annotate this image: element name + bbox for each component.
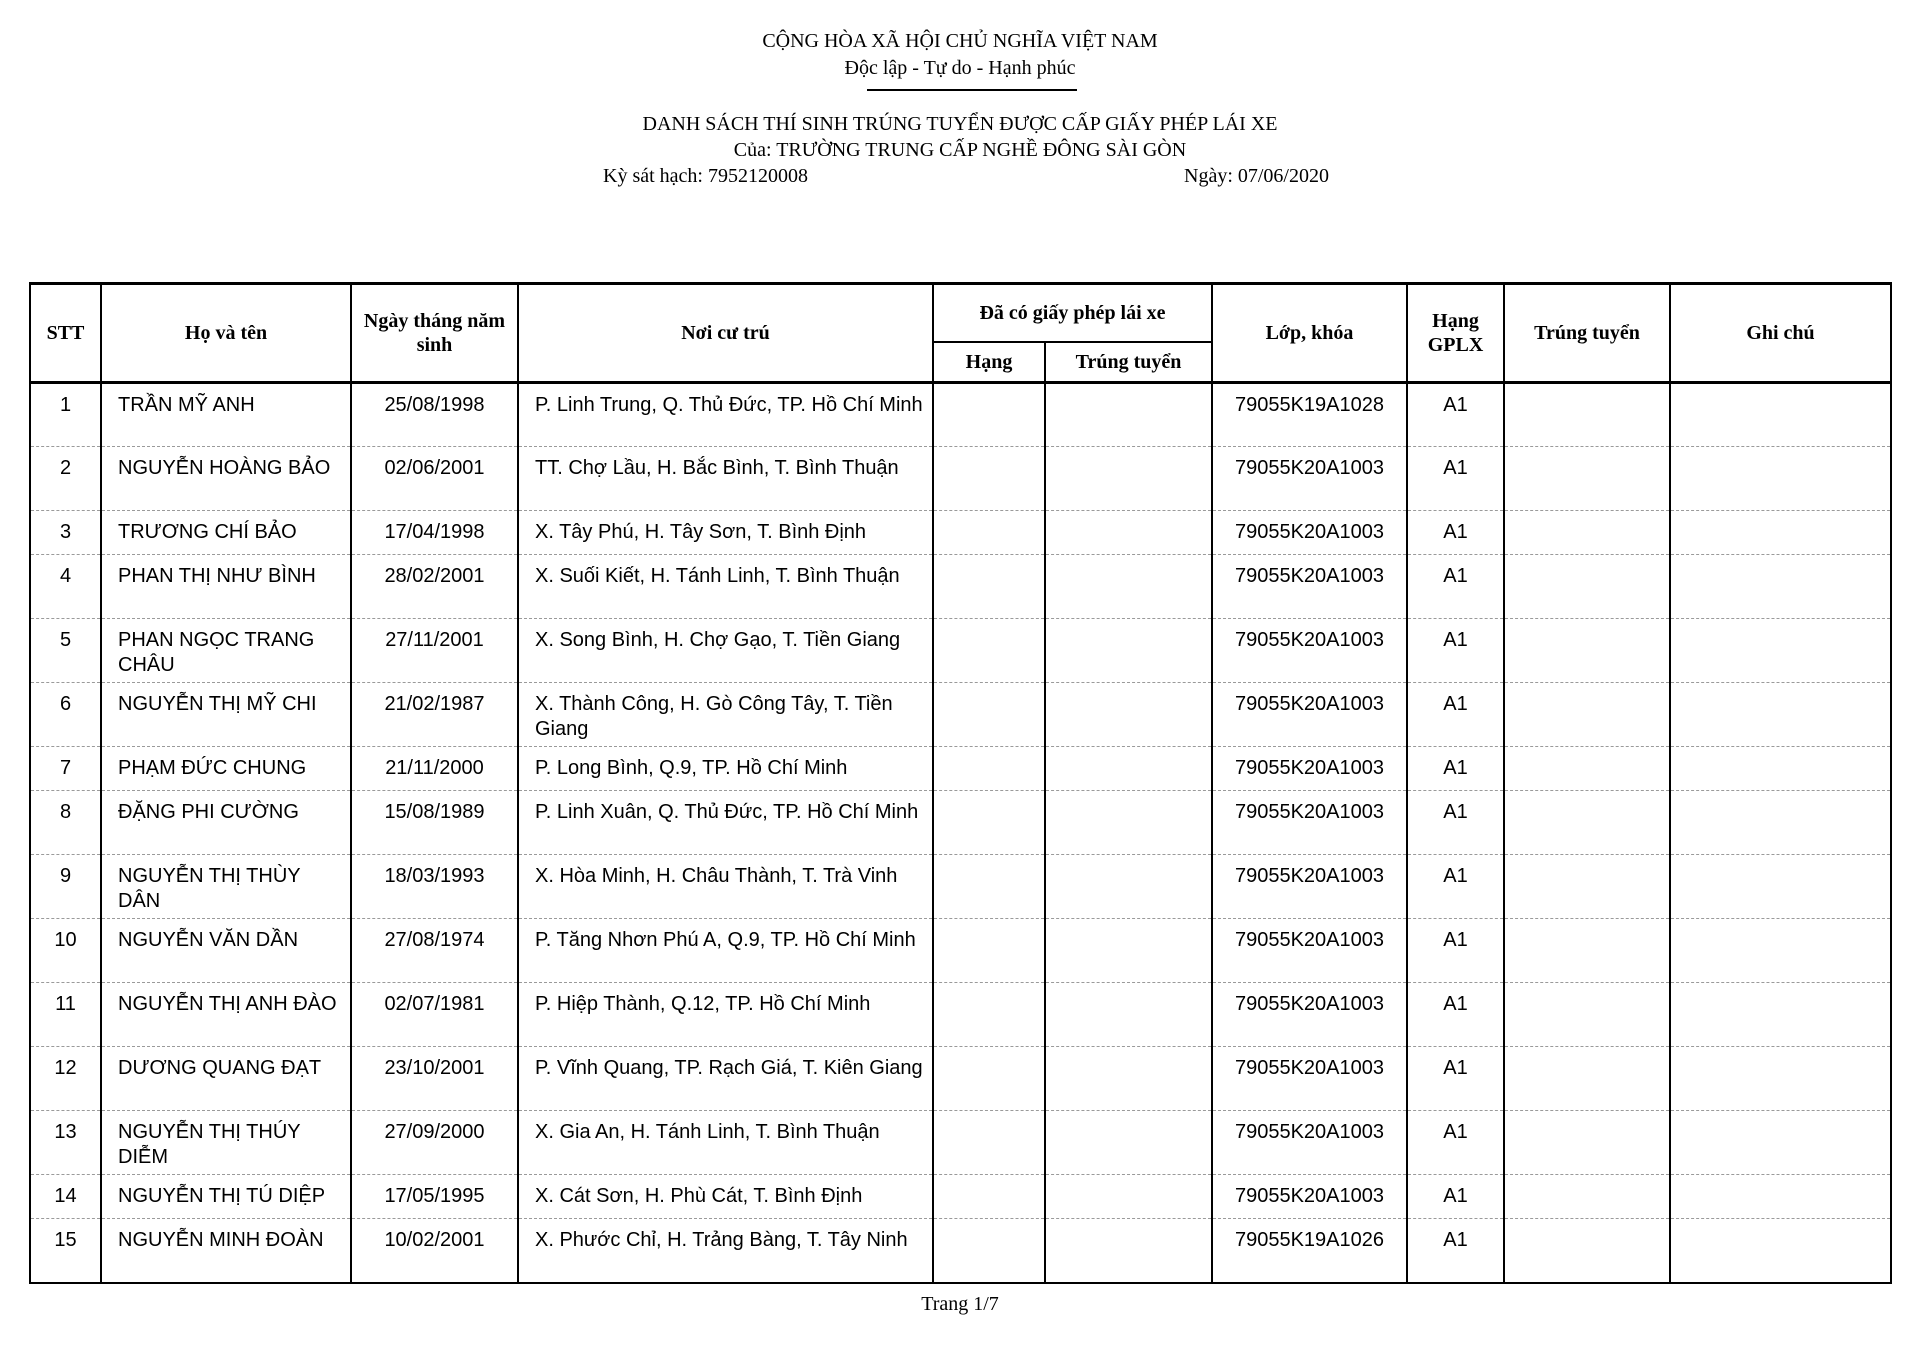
motto-underline	[867, 89, 1077, 91]
cell-existing-passed	[1045, 983, 1212, 1047]
cell-dob: 27/08/1974	[351, 919, 518, 983]
cell-address: X. Cát Sơn, H. Phù Cát, T. Bình Định	[518, 1175, 933, 1219]
cell-stt: 1	[30, 383, 101, 447]
cell-existing-class	[933, 683, 1045, 747]
cell-license-class: A1	[1407, 383, 1504, 447]
cell-class-course: 79055K19A1026	[1212, 1219, 1407, 1283]
cell-existing-passed	[1045, 1219, 1212, 1283]
cell-existing-passed	[1045, 619, 1212, 683]
cell-existing-class	[933, 1111, 1045, 1175]
cell-stt: 11	[30, 983, 101, 1047]
cell-dob: 23/10/2001	[351, 1047, 518, 1111]
cell-passed	[1504, 747, 1670, 791]
cell-passed	[1504, 683, 1670, 747]
cell-notes	[1670, 683, 1891, 747]
cell-class-course: 79055K20A1003	[1212, 747, 1407, 791]
cell-address: P. Vĩnh Quang, TP. Rạch Giá, T. Kiên Giang	[518, 1047, 933, 1111]
cell-name: NGUYỄN THỊ THÚY DIỄM	[101, 1111, 351, 1175]
cell-existing-passed	[1045, 747, 1212, 791]
cell-existing-class	[933, 747, 1045, 791]
cell-class-course: 79055K20A1003	[1212, 511, 1407, 555]
cell-stt: 5	[30, 619, 101, 683]
column-header-class-course: Lớp, khóa	[1212, 284, 1407, 383]
cell-license-class: A1	[1407, 747, 1504, 791]
cell-passed	[1504, 1175, 1670, 1219]
cell-passed	[1504, 855, 1670, 919]
cell-existing-class	[933, 919, 1045, 983]
cell-notes	[1670, 447, 1891, 511]
exam-session: Kỳ sát hạch: 7952120008	[603, 165, 808, 187]
cell-stt: 10	[30, 919, 101, 983]
cell-existing-class	[933, 383, 1045, 447]
cell-passed	[1504, 1111, 1670, 1175]
cell-stt: 15	[30, 1219, 101, 1283]
cell-name: PHAN THỊ NHƯ BÌNH	[101, 555, 351, 619]
cell-existing-class	[933, 1219, 1045, 1283]
column-header-existing-class: Hạng	[933, 342, 1045, 383]
cell-existing-class	[933, 791, 1045, 855]
cell-license-class: A1	[1407, 983, 1504, 1047]
cell-notes	[1670, 983, 1891, 1047]
cell-dob: 15/08/1989	[351, 791, 518, 855]
cell-dob: 10/02/2001	[351, 1219, 518, 1283]
cell-name: NGUYỄN THỊ MỸ CHI	[101, 683, 351, 747]
cell-address: X. Gia An, H. Tánh Linh, T. Bình Thuận	[518, 1111, 933, 1175]
column-header-stt: STT	[30, 284, 101, 383]
cell-license-class: A1	[1407, 1111, 1504, 1175]
cell-dob: 27/09/2000	[351, 1111, 518, 1175]
cell-name: PHẠM ĐỨC CHUNG	[101, 747, 351, 791]
cell-stt: 7	[30, 747, 101, 791]
cell-dob: 02/07/1981	[351, 983, 518, 1047]
cell-passed	[1504, 1047, 1670, 1111]
cell-passed	[1504, 383, 1670, 447]
cell-name: TRẦN MỸ ANH	[101, 383, 351, 447]
column-header-existing-passed: Trúng tuyển	[1045, 342, 1212, 383]
cell-existing-passed	[1045, 447, 1212, 511]
cell-stt: 2	[30, 447, 101, 511]
table-row	[30, 511, 1891, 555]
cell-passed	[1504, 983, 1670, 1047]
column-header-address: Nơi cư trú	[518, 284, 933, 383]
cell-address: TT. Chợ Lầu, H. Bắc Bình, T. Bình Thuận	[518, 447, 933, 511]
cell-existing-passed	[1045, 683, 1212, 747]
cell-passed	[1504, 447, 1670, 511]
table-row	[30, 1219, 1891, 1283]
cell-notes	[1670, 855, 1891, 919]
cell-dob: 02/06/2001	[351, 447, 518, 511]
cell-existing-class	[933, 855, 1045, 919]
cell-dob: 17/05/1995	[351, 1175, 518, 1219]
cell-dob: 27/11/2001	[351, 619, 518, 683]
cell-passed	[1504, 619, 1670, 683]
exam-date: Ngày: 07/06/2020	[1184, 165, 1329, 187]
cell-notes	[1670, 747, 1891, 791]
cell-existing-class	[933, 1175, 1045, 1219]
table-row	[30, 619, 1891, 683]
cell-name: NGUYỄN VĂN DẦN	[101, 919, 351, 983]
cell-notes	[1670, 383, 1891, 447]
page-number: Trang 1/7	[921, 1293, 999, 1315]
cell-dob: 17/04/1998	[351, 511, 518, 555]
cell-stt: 8	[30, 791, 101, 855]
document-title: DANH SÁCH THÍ SINH TRÚNG TUYỂN ĐƯỢC CẤP GIẤY PHÉP LÁI XE	[642, 113, 1278, 135]
cell-class-course: 79055K20A1003	[1212, 1175, 1407, 1219]
cell-existing-passed	[1045, 1175, 1212, 1219]
organization-name: Của: TRƯỜNG TRUNG CẤP NGHỀ ĐÔNG SÀI GÒN	[733, 139, 1187, 161]
cell-class-course: 79055K20A1003	[1212, 1111, 1407, 1175]
cell-address: X. Hòa Minh, H. Châu Thành, T. Trà Vinh	[518, 855, 933, 919]
cell-notes	[1670, 1219, 1891, 1283]
cell-existing-passed	[1045, 555, 1212, 619]
cell-class-course: 79055K20A1003	[1212, 619, 1407, 683]
cell-existing-class	[933, 983, 1045, 1047]
cell-address: X. Thành Công, H. Gò Công Tây, T. Tiền Giang	[518, 683, 933, 747]
cell-address: P. Linh Xuân, Q. Thủ Đức, TP. Hồ Chí Minh	[518, 791, 933, 855]
cell-class-course: 79055K20A1003	[1212, 683, 1407, 747]
cell-existing-passed	[1045, 855, 1212, 919]
cell-existing-passed	[1045, 919, 1212, 983]
table-row	[30, 555, 1891, 619]
cell-passed	[1504, 791, 1670, 855]
cell-address: P. Tăng Nhơn Phú A, Q.9, TP. Hồ Chí Minh	[518, 919, 933, 983]
table-row	[30, 983, 1891, 1047]
table-row	[30, 919, 1891, 983]
cell-address: X. Song Bình, H. Chợ Gạo, T. Tiền Giang	[518, 619, 933, 683]
cell-class-course: 79055K20A1003	[1212, 919, 1407, 983]
cell-notes	[1670, 1111, 1891, 1175]
column-header-license-class: Hạng GPLX	[1407, 284, 1504, 383]
cell-name: NGUYỄN HOÀNG BẢO	[101, 447, 351, 511]
cell-class-course: 79055K20A1003	[1212, 555, 1407, 619]
cell-notes	[1670, 1047, 1891, 1111]
cell-existing-class	[933, 619, 1045, 683]
cell-address: X. Tây Phú, H. Tây Sơn, T. Bình Định	[518, 511, 933, 555]
cell-existing-class	[933, 511, 1045, 555]
cell-existing-passed	[1045, 383, 1212, 447]
cell-license-class: A1	[1407, 1219, 1504, 1283]
cell-dob: 25/08/1998	[351, 383, 518, 447]
cell-license-class: A1	[1407, 447, 1504, 511]
cell-name: TRƯƠNG CHÍ BẢO	[101, 511, 351, 555]
cell-license-class: A1	[1407, 791, 1504, 855]
cell-address: P. Hiệp Thành, Q.12, TP. Hồ Chí Minh	[518, 983, 933, 1047]
cell-address: P. Linh Trung, Q. Thủ Đức, TP. Hồ Chí Minh	[518, 383, 933, 447]
cell-existing-class	[933, 447, 1045, 511]
cell-license-class: A1	[1407, 683, 1504, 747]
cell-existing-class	[933, 555, 1045, 619]
cell-notes	[1670, 555, 1891, 619]
cell-notes	[1670, 791, 1891, 855]
cell-stt: 6	[30, 683, 101, 747]
national-motto: Độc lập - Tự do - Hạnh phúc	[844, 57, 1076, 79]
cell-name: NGUYỄN THỊ TÚ DIỆP	[101, 1175, 351, 1219]
cell-name: NGUYỄN THỊ ANH ĐÀO	[101, 983, 351, 1047]
table-row	[30, 683, 1891, 747]
cell-existing-passed	[1045, 511, 1212, 555]
table-row	[30, 855, 1891, 919]
cell-notes	[1670, 619, 1891, 683]
cell-address: P. Long Bình, Q.9, TP. Hồ Chí Minh	[518, 747, 933, 791]
cell-stt: 9	[30, 855, 101, 919]
cell-stt: 12	[30, 1047, 101, 1111]
table-row	[30, 1175, 1891, 1219]
cell-passed	[1504, 555, 1670, 619]
cell-class-course: 79055K20A1003	[1212, 1047, 1407, 1111]
cell-notes	[1670, 919, 1891, 983]
cell-license-class: A1	[1407, 619, 1504, 683]
column-header-passed: Trúng tuyển	[1504, 284, 1670, 383]
cell-stt: 14	[30, 1175, 101, 1219]
cell-address: X. Suối Kiết, H. Tánh Linh, T. Bình Thuận	[518, 555, 933, 619]
cell-name: PHAN NGỌC TRANG CHÂU	[101, 619, 351, 683]
cell-class-course: 79055K20A1003	[1212, 791, 1407, 855]
table-row	[30, 1111, 1891, 1175]
cell-name: DƯƠNG QUANG ĐẠT	[101, 1047, 351, 1111]
cell-name: NGUYỄN MINH ĐOÀN	[101, 1219, 351, 1283]
cell-class-course: 79055K19A1028	[1212, 383, 1407, 447]
cell-dob: 28/02/2001	[351, 555, 518, 619]
table-row	[30, 383, 1891, 447]
cell-name: NGUYỄN THỊ THÙY DÂN	[101, 855, 351, 919]
cell-license-class: A1	[1407, 555, 1504, 619]
table-row	[30, 747, 1891, 791]
column-header-existing-license: Đã có giấy phép lái xe	[933, 284, 1212, 343]
cell-dob: 18/03/1993	[351, 855, 518, 919]
column-header-name: Họ và tên	[101, 284, 351, 383]
cell-address: X. Phước Chỉ, H. Trảng Bàng, T. Tây Ninh	[518, 1219, 933, 1283]
cell-stt: 4	[30, 555, 101, 619]
cell-existing-passed	[1045, 1047, 1212, 1111]
cell-license-class: A1	[1407, 919, 1504, 983]
results-table	[29, 282, 1892, 1284]
cell-license-class: A1	[1407, 1175, 1504, 1219]
cell-passed	[1504, 919, 1670, 983]
cell-notes	[1670, 511, 1891, 555]
table-row	[30, 447, 1891, 511]
cell-dob: 21/11/2000	[351, 747, 518, 791]
cell-notes	[1670, 1175, 1891, 1219]
national-title: CỘNG HÒA XÃ HỘI CHỦ NGHĨA VIỆT NAM	[762, 30, 1158, 52]
cell-stt: 13	[30, 1111, 101, 1175]
cell-license-class: A1	[1407, 855, 1504, 919]
column-header-notes: Ghi chú	[1670, 284, 1891, 383]
cell-class-course: 79055K20A1003	[1212, 447, 1407, 511]
cell-passed	[1504, 511, 1670, 555]
cell-class-course: 79055K20A1003	[1212, 983, 1407, 1047]
cell-license-class: A1	[1407, 511, 1504, 555]
cell-existing-passed	[1045, 791, 1212, 855]
cell-dob: 21/02/1987	[351, 683, 518, 747]
column-header-dob: Ngày tháng năm sinh	[351, 284, 518, 383]
cell-license-class: A1	[1407, 1047, 1504, 1111]
cell-stt: 3	[30, 511, 101, 555]
table-row	[30, 1047, 1891, 1111]
table-row	[30, 791, 1891, 855]
cell-class-course: 79055K20A1003	[1212, 855, 1407, 919]
cell-existing-passed	[1045, 1111, 1212, 1175]
cell-name: ĐẶNG PHI CƯỜNG	[101, 791, 351, 855]
cell-passed	[1504, 1219, 1670, 1283]
cell-existing-class	[933, 1047, 1045, 1111]
